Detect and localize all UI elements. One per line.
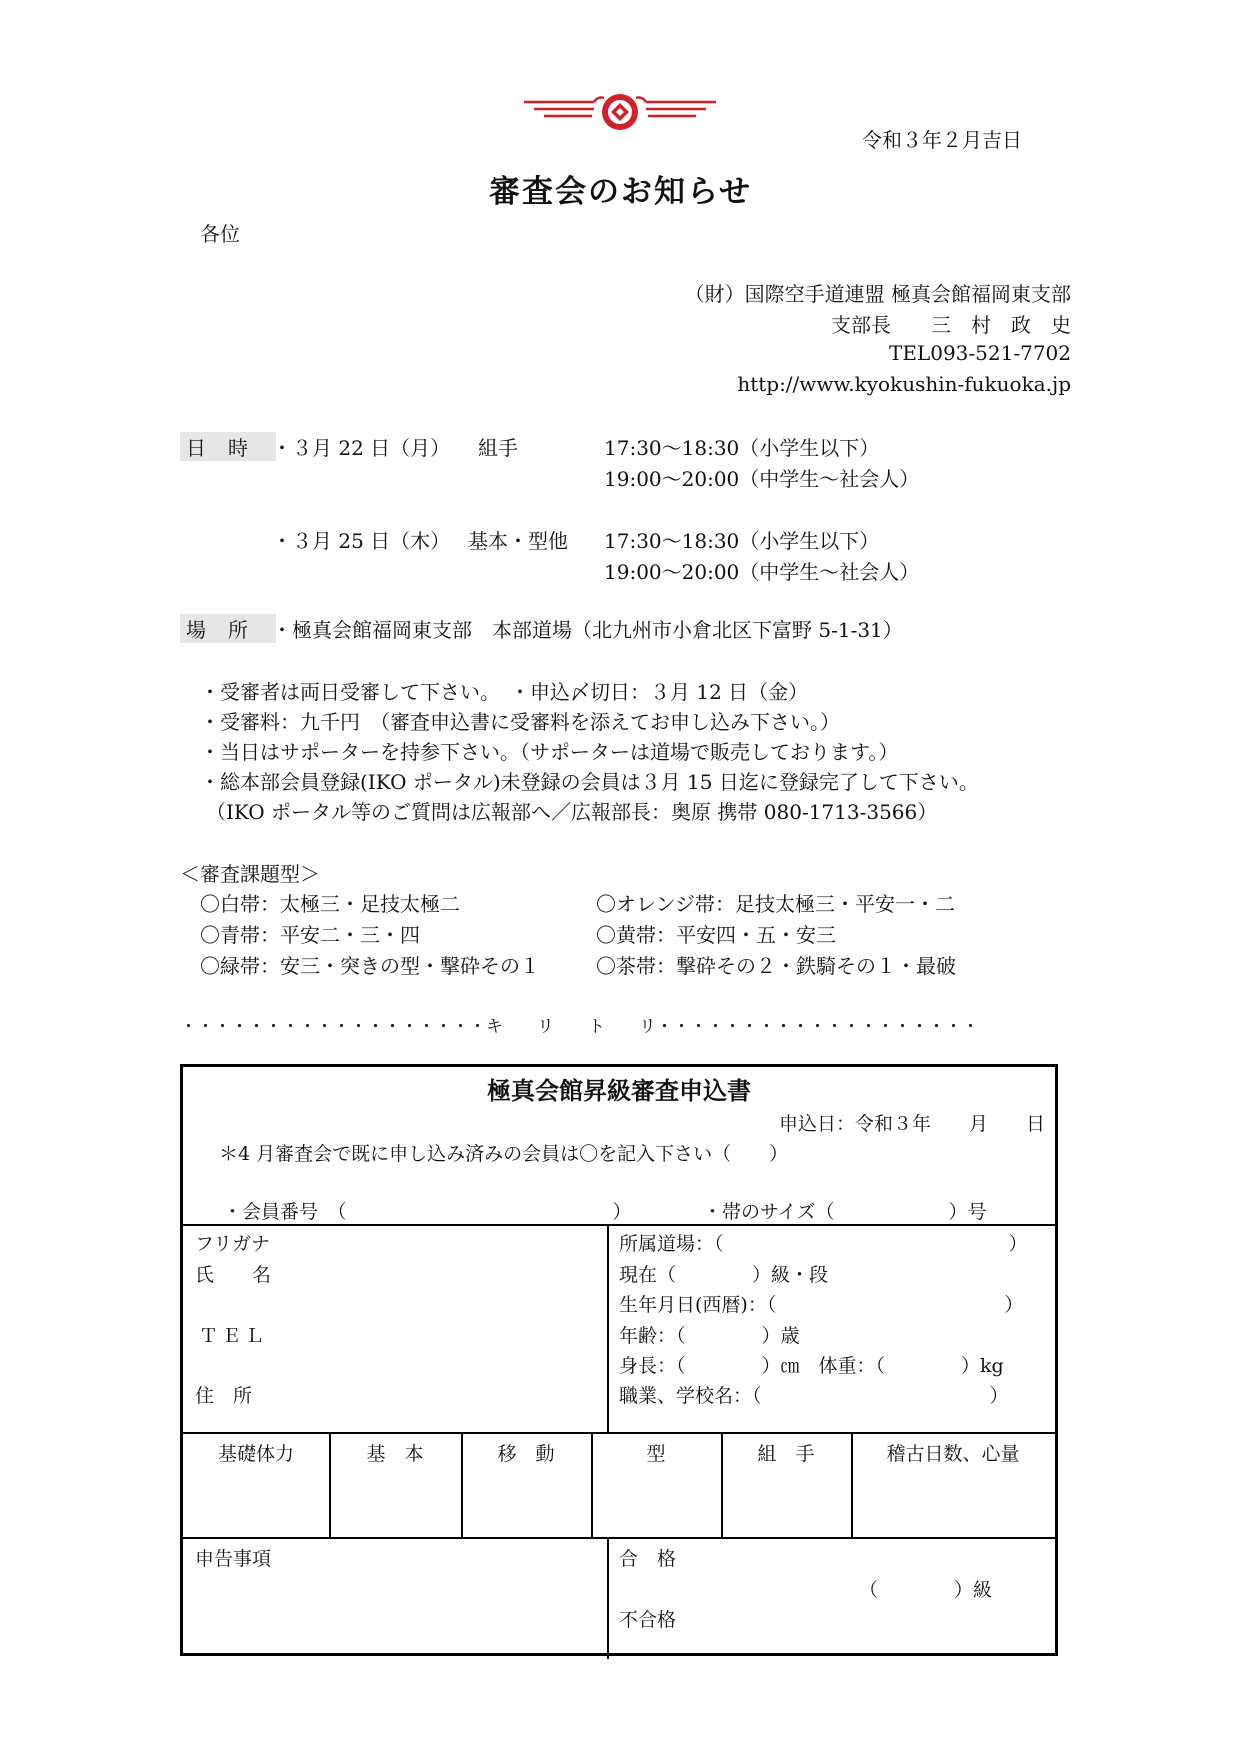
birthdate-field[interactable]: 生年月日(西暦)：（ ） [619,1294,1024,1316]
pass-label: 合 格 [619,1548,677,1570]
eval-header-training: 稽古日数、心量 [886,1443,1020,1465]
kata-left-2: 〇青帯：平安二・三・四 [200,923,420,947]
org-tel: TEL093-521-7702 [889,341,1071,365]
apply-date: 申込日：令和３年 月 日 [778,1113,1045,1135]
day2-date: ・３月 25 日（木） [272,529,451,553]
form-title: 極真会館昇級審査申込書 [487,1077,751,1105]
org-name: （財）国際空手道連盟 極真会館福岡東支部 [684,282,1071,306]
kata-left-3: 〇緑帯：安三・突きの型・撃砕その１ [200,954,540,978]
day1-date: ・３月 22 日（月） [272,436,451,460]
eval-header-basic-fitness: 基礎体力 [217,1443,294,1465]
note-5: （IKO ポータル等のご質問は広報部へ／広報部長：奥原 携帯 080-1713-3566） [206,800,938,824]
fail-label: 不合格 [619,1609,677,1631]
eval-header-kata: 型 [646,1443,666,1465]
venue-label: 場所 [180,614,276,643]
eval-header-ido: 移 動 [497,1443,555,1465]
furigana-field[interactable]: フリガナ [195,1233,271,1255]
application-form [180,1064,1058,1656]
eval-header-kihon: 基 本 [366,1443,424,1465]
org-url: http://www.kyokushin-fukuoka.jp [737,372,1071,396]
day2-event: 基本・型他 [468,529,568,553]
day1-event: 組手 [478,436,518,460]
address-field[interactable]: 住 所 [195,1385,253,1407]
kata-heading: ＜審査課題型＞ [180,862,320,886]
issue-date: 令和３年２月吉日 [862,128,1022,152]
note-2: ・受審料：九千円 （審査申込書に受審料を添えてお申し込み下さい。） [200,710,840,734]
age-field[interactable]: 年齢：（ ）歳 [619,1325,800,1347]
kyokushin-logo [520,92,720,136]
page-title: 審査会のお知らせ [488,174,753,210]
kata-left-1: 〇白帯：太極三・足技太極二 [200,892,460,916]
dojo-field[interactable]: 所属道場：（ ） [619,1233,1028,1255]
day1-slot-2: 19:00～20:00（中学生～社会人） [604,467,920,491]
kata-right-1: 〇オレンジ帯：足技太極三・平安一・二 [596,892,955,916]
belt-size-field[interactable]: ・帯のサイズ（ ）号 [703,1201,987,1223]
venue-text: ・極真会館福岡東支部 本部道場（北九州市小倉北区下富野 5-1-31） [272,618,903,642]
note-4: ・総本部会員登録(IKO ポータル)未登録の会員は３月 15 日迄に登録完了して下さい。 [200,770,979,794]
eval-header-kumite: 組 手 [757,1443,815,1465]
divider [183,1537,1055,1539]
divider [607,1537,609,1659]
member-number-field[interactable]: ・会員番号 （ ） [223,1201,632,1223]
divider [183,1432,1055,1434]
current-rank-field[interactable]: 現在（ ）級・段 [619,1264,829,1286]
grade-field[interactable]: （ ）級 [859,1579,993,1601]
day2-slot-2: 19:00～20:00（中学生～社会人） [604,560,920,584]
occupation-field[interactable]: 職業、学校名：（ ） [619,1385,1009,1407]
divider [607,1224,609,1432]
schedule-label: 日時 [180,432,276,461]
kata-right-2: 〇黄帯：平安四・五・安三 [596,923,836,947]
name-field[interactable]: 氏 名 [195,1264,272,1286]
salutation: 各位 [200,222,240,246]
note-1: ・受審者は両日受審して下さい。 ・申込〆切日：３月 12 日（金） [200,680,809,704]
report-items: 申告事項 [195,1548,272,1570]
day2-slot-1: 17:30～18:30（小学生以下） [604,529,880,553]
divider [183,1224,1055,1226]
day1-slot-1: 17:30～18:30（小学生以下） [604,436,880,460]
tel-field[interactable]: ＴＥＬ [199,1325,269,1347]
note-3: ・当日はサポーターを持参下さい。（サポーターは道場で販売しております。） [200,740,899,764]
cut-line: ・・・・・・・・・・・・・・・・・・キ リ ト リ・・・・・・・・・・・・・・・・・・・ [180,1017,979,1037]
org-chief: 支部長 三 村 政 史 [831,313,1071,337]
registered-notice: ＊4 月審査会で既に申し込み済みの会員は〇を記入下さい（ ） [219,1143,789,1165]
kata-right-3: 〇茶帯：撃砕その２・鉄騎その１・最破 [596,954,956,978]
height-weight-field[interactable]: 身長：（ ）㎝ 体重：（ ）kg [619,1355,1004,1377]
